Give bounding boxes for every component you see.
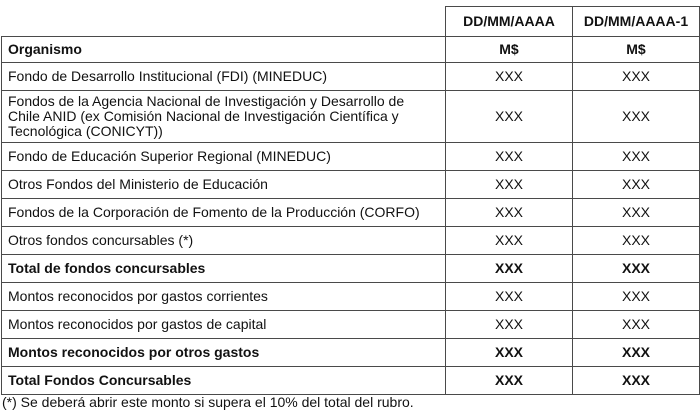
row-label: Montos reconocidos por otros gastos — [2, 339, 446, 367]
row-value-previous: XXX — [573, 255, 700, 283]
row-value-current: XXX — [446, 367, 573, 395]
row-label: Fondo de Desarrollo Institucional (FDI) (MINEDUC) — [2, 63, 446, 91]
col-header-previous: DD/MM/AAAA-1 — [573, 7, 700, 37]
table-row-total — [2, 255, 700, 283]
row-value-current: XXX — [446, 255, 573, 283]
row-value-previous: XXX — [573, 339, 700, 367]
table-row — [2, 63, 700, 91]
row-label: Montos reconocidos por gastos corrientes — [2, 283, 446, 311]
row-label: Otros fondos concursables (*) — [2, 227, 446, 255]
unit-previous: M$ — [573, 37, 700, 63]
row-value-current: XXX — [446, 339, 573, 367]
table-row — [2, 227, 700, 255]
table-row — [2, 311, 700, 339]
empty-header-cell — [2, 7, 446, 37]
row-value-previous: XXX — [573, 171, 700, 199]
row-value-previous: XXX — [573, 63, 700, 91]
row-value-previous: XXX — [573, 367, 700, 395]
funds-table — [1, 6, 700, 395]
row-value-current: XXX — [446, 283, 573, 311]
row-label: Montos reconocidos por gastos de capital — [2, 311, 446, 339]
row-value-previous: XXX — [573, 143, 700, 171]
table-row — [2, 199, 700, 227]
footnote: (*) Se deberá abrir este monto si supera el 10% del total del rubro. — [2, 394, 414, 410]
table-row-grand-total — [2, 367, 700, 395]
row-value-current: XXX — [446, 63, 573, 91]
row-label: Total de fondos concursables — [2, 255, 446, 283]
row-value-current: XXX — [446, 91, 573, 143]
row-label: Fondos de la Agencia Nacional de Investigación y Desarrollo de Chile ANID (ex Comisión Nacional de Investigación Científica y Tecnológica (CONICYT)) — [2, 91, 446, 143]
row-value-current: XXX — [446, 311, 573, 339]
row-value-previous: XXX — [573, 283, 700, 311]
row-value-previous: XXX — [573, 227, 700, 255]
row-label: Otros Fondos del Ministerio de Educación — [2, 171, 446, 199]
table-row-total — [2, 339, 700, 367]
row-value-current: XXX — [446, 227, 573, 255]
row-value-current: XXX — [446, 171, 573, 199]
unit-current: M$ — [446, 37, 573, 63]
organismo-header: Organismo — [2, 37, 446, 63]
col-header-current: DD/MM/AAAA — [446, 7, 573, 37]
row-label: Fondo de Educación Superior Regional (MINEDUC) — [2, 143, 446, 171]
table-row — [2, 283, 700, 311]
date-header-row — [2, 7, 700, 37]
row-value-previous: XXX — [573, 91, 700, 143]
row-value-current: XXX — [446, 143, 573, 171]
row-label: Fondos de la Corporación de Fomento de la Producción (CORFO) — [2, 199, 446, 227]
row-value-previous: XXX — [573, 311, 700, 339]
table-row — [2, 143, 700, 171]
table-row — [2, 171, 700, 199]
unit-header-row — [2, 37, 700, 63]
row-value-current: XXX — [446, 199, 573, 227]
table-row — [2, 91, 700, 143]
row-label: Total Fondos Concursables — [2, 367, 446, 395]
row-value-previous: XXX — [573, 199, 700, 227]
